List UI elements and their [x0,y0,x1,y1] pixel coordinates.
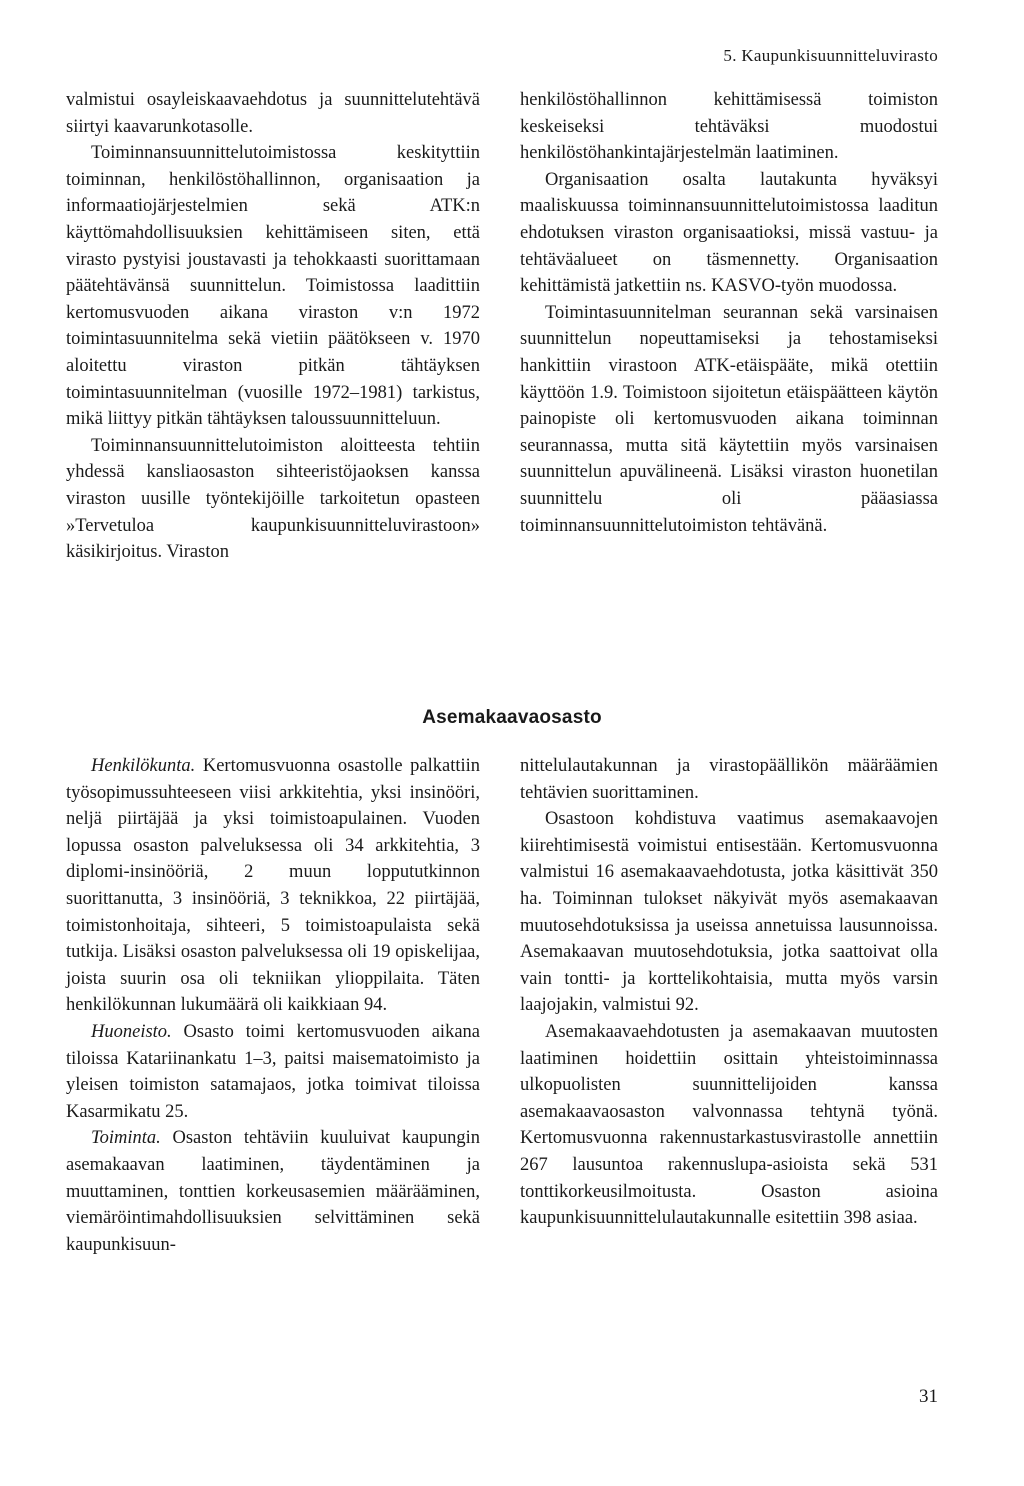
paragraph: henkilöstöhallinnon kehittämisessä toimiston keskeiseksi tehtäväksi muodostui henkilöstöhankintajärjestelmän laatiminen. [520,90,938,164]
column-top-left [66,87,480,566]
paragraph: valmistui osayleiskaavaehdotus ja suunnittelutehtävä siirtyi kaavarunkotasolle. [66,90,480,137]
paragraph: Asemakaavaehdotusten ja asemakaavan muutosten laatiminen hoidettiin osittain yhteistoiminnassa ulkopuolisten suunnittelijoiden kanssa asemakaavaosaston valvonnassa tehtynä työnä. Kertomusvuonna rakennustarkastusvirastolle annettiin 267 lausuntoa rakennuslupa-asioista sekä 531 tonttikorkeusilmoitusta. Osaston asioina kaupunkisuunnittelulautakunnalle esitettiin 398 asiaa. [520,1021,938,1229]
paragraph: Toiminnansuunnittelutoimistossa keskityttiin toiminnan, henkilöstöhallinnon, organisaation ja informaatiojärjestelmien sekä ATK:n käyttömahdollisuuksien kehittämiseen siten, että virasto pystyisi joustavasti ja tehokkaasti suorittamaan päätehtävänsä suunnittelun. Toimistossa laadittiin kertomusvuoden aikana viraston v:n 1972 toimintasuunnitelma sekä vietiin päätökseen v. 1970 aloitettu viraston pitkän tähtäyksen toimintasuunnitelman (vuosille 1972–1981) tarkistus, mikä liittyy pitkän tähtäyksen taloussuunnitteluun. [66,143,480,430]
paragraph-text: Kertomusvuonna osastolle palkattiin työsopimussuhteeseen viisi arkkitehtia, yksi insinööri, neljä piirtäjää ja yksi toimistoapulainen. Vuoden lopussa osaston palveluksessa oli 34 arkkitehtia, 3 diplomi-insinööriä, 2 muun loppututkinnon suorittanutta, 3 insinööriä, 3 teknikkoa, 22 piirtäjää, toimistonhoitaja, sihteeri, 5 toimistoapulaista sekä tutkija. Lisäksi osaston palveluksessa oli 19 opiskelijaa, joista suurin osa oli tekniikan ylioppilaita. Täten henkilökunnan lukumäärä oli kaikkiaan 94. [66,756,480,1016]
paragraph: nittelulautakunnan ja virastopäällikön määräämien tehtävien suorittaminen. [520,756,938,803]
paragraph-text: Osaston tehtäviin kuuluivat kaupungin asemakaavan laatiminen, täydentäminen ja muuttaminen, tonttien korkeusasemien määrääminen, viemäröintimahdollisuuksien selvittäminen sekä kaupunkisuun- [66,1128,480,1255]
section-title: Asemakaavaosasto [422,707,602,728]
column-bottom-left [66,753,480,1258]
paragraph: Osastoon kohdistuva vaatimus asemakaavojen kiirehtimisestä voimistui entisestään. Kertomusvuonna valmistui 16 asemakaavaehdotusta, jotka käsittivät 350 ha. Toiminnan tulokset näkyivät myös asemakaavan muutosehdotuksissa ja useissa annetuissa lausunnoissa. Asemakaavan muutosehdotuksia, jotka saattoivat olla vain tontti- ja korttelikohtaisia, mutta myös varsin laajojakin, valmistui 92. [520,809,938,1016]
paragraph [66,1125,480,1258]
paragraph [66,1019,480,1125]
paragraph-label: Henkilökunta. [91,756,196,776]
paragraph-text: Osasto toimi kertomusvuoden aikana tiloissa Katariinankatu 1–3, paitsi maisematoimisto ja yleisen toimiston satamajaos, jotka toimivat tiloissa Kasarmikatu 25. [66,1021,480,1122]
page-number: 31 [919,1386,938,1407]
paragraph: Toimintasuunnitelman seurannan sekä varsinaisen suunnittelun nopeuttamiseksi ja tehostamiseksi hankittiin virastoon ATK-etäispääte, mikä otettiin käyttöön 1.9. Toimistoon sijoitetun etäispäätteen käytön painopiste oli kertomusvuoden aikana toiminnan seurannassa, mutta sitä käytettiin myös varsinaisen suunnittelun apuvälineenä. Lisäksi viraston huonetilan suunnittelu oli pääasiassa toiminnansuunnittelutoimiston tehtävänä. [520,302,938,536]
paragraph-label: Toiminta. [91,1128,161,1149]
paragraph: Toiminnansuunnittelutoimiston aloitteesta tehtiin yhdessä kansliaosaston sihteeristöjaoksen kanssa viraston uusille työntekijöille tarkoitetun opasteen »Tervetuloa kaupunkisuunnitteluvirastoon» käsikirjoitus. Viraston [66,435,480,563]
paragraph-label: Huoneisto. [91,1021,172,1042]
column-bottom-right [520,753,938,1232]
paragraph: Organisaation osalta lautakunta hyväksyi maaliskuussa toiminnansuunnittelutoimistossa laaditun ehdotuksen viraston organisaatioksi, missä vastuu- ja tehtäväalueet on täsmennetty. Organisaation kehittämistä jatkettiin ns. KASVO-työn muodossa. [520,169,938,297]
column-top-right [520,87,938,539]
running-head: 5. Kaupunkisuunnitteluvirasto [723,46,938,65]
paragraph [66,753,480,1019]
